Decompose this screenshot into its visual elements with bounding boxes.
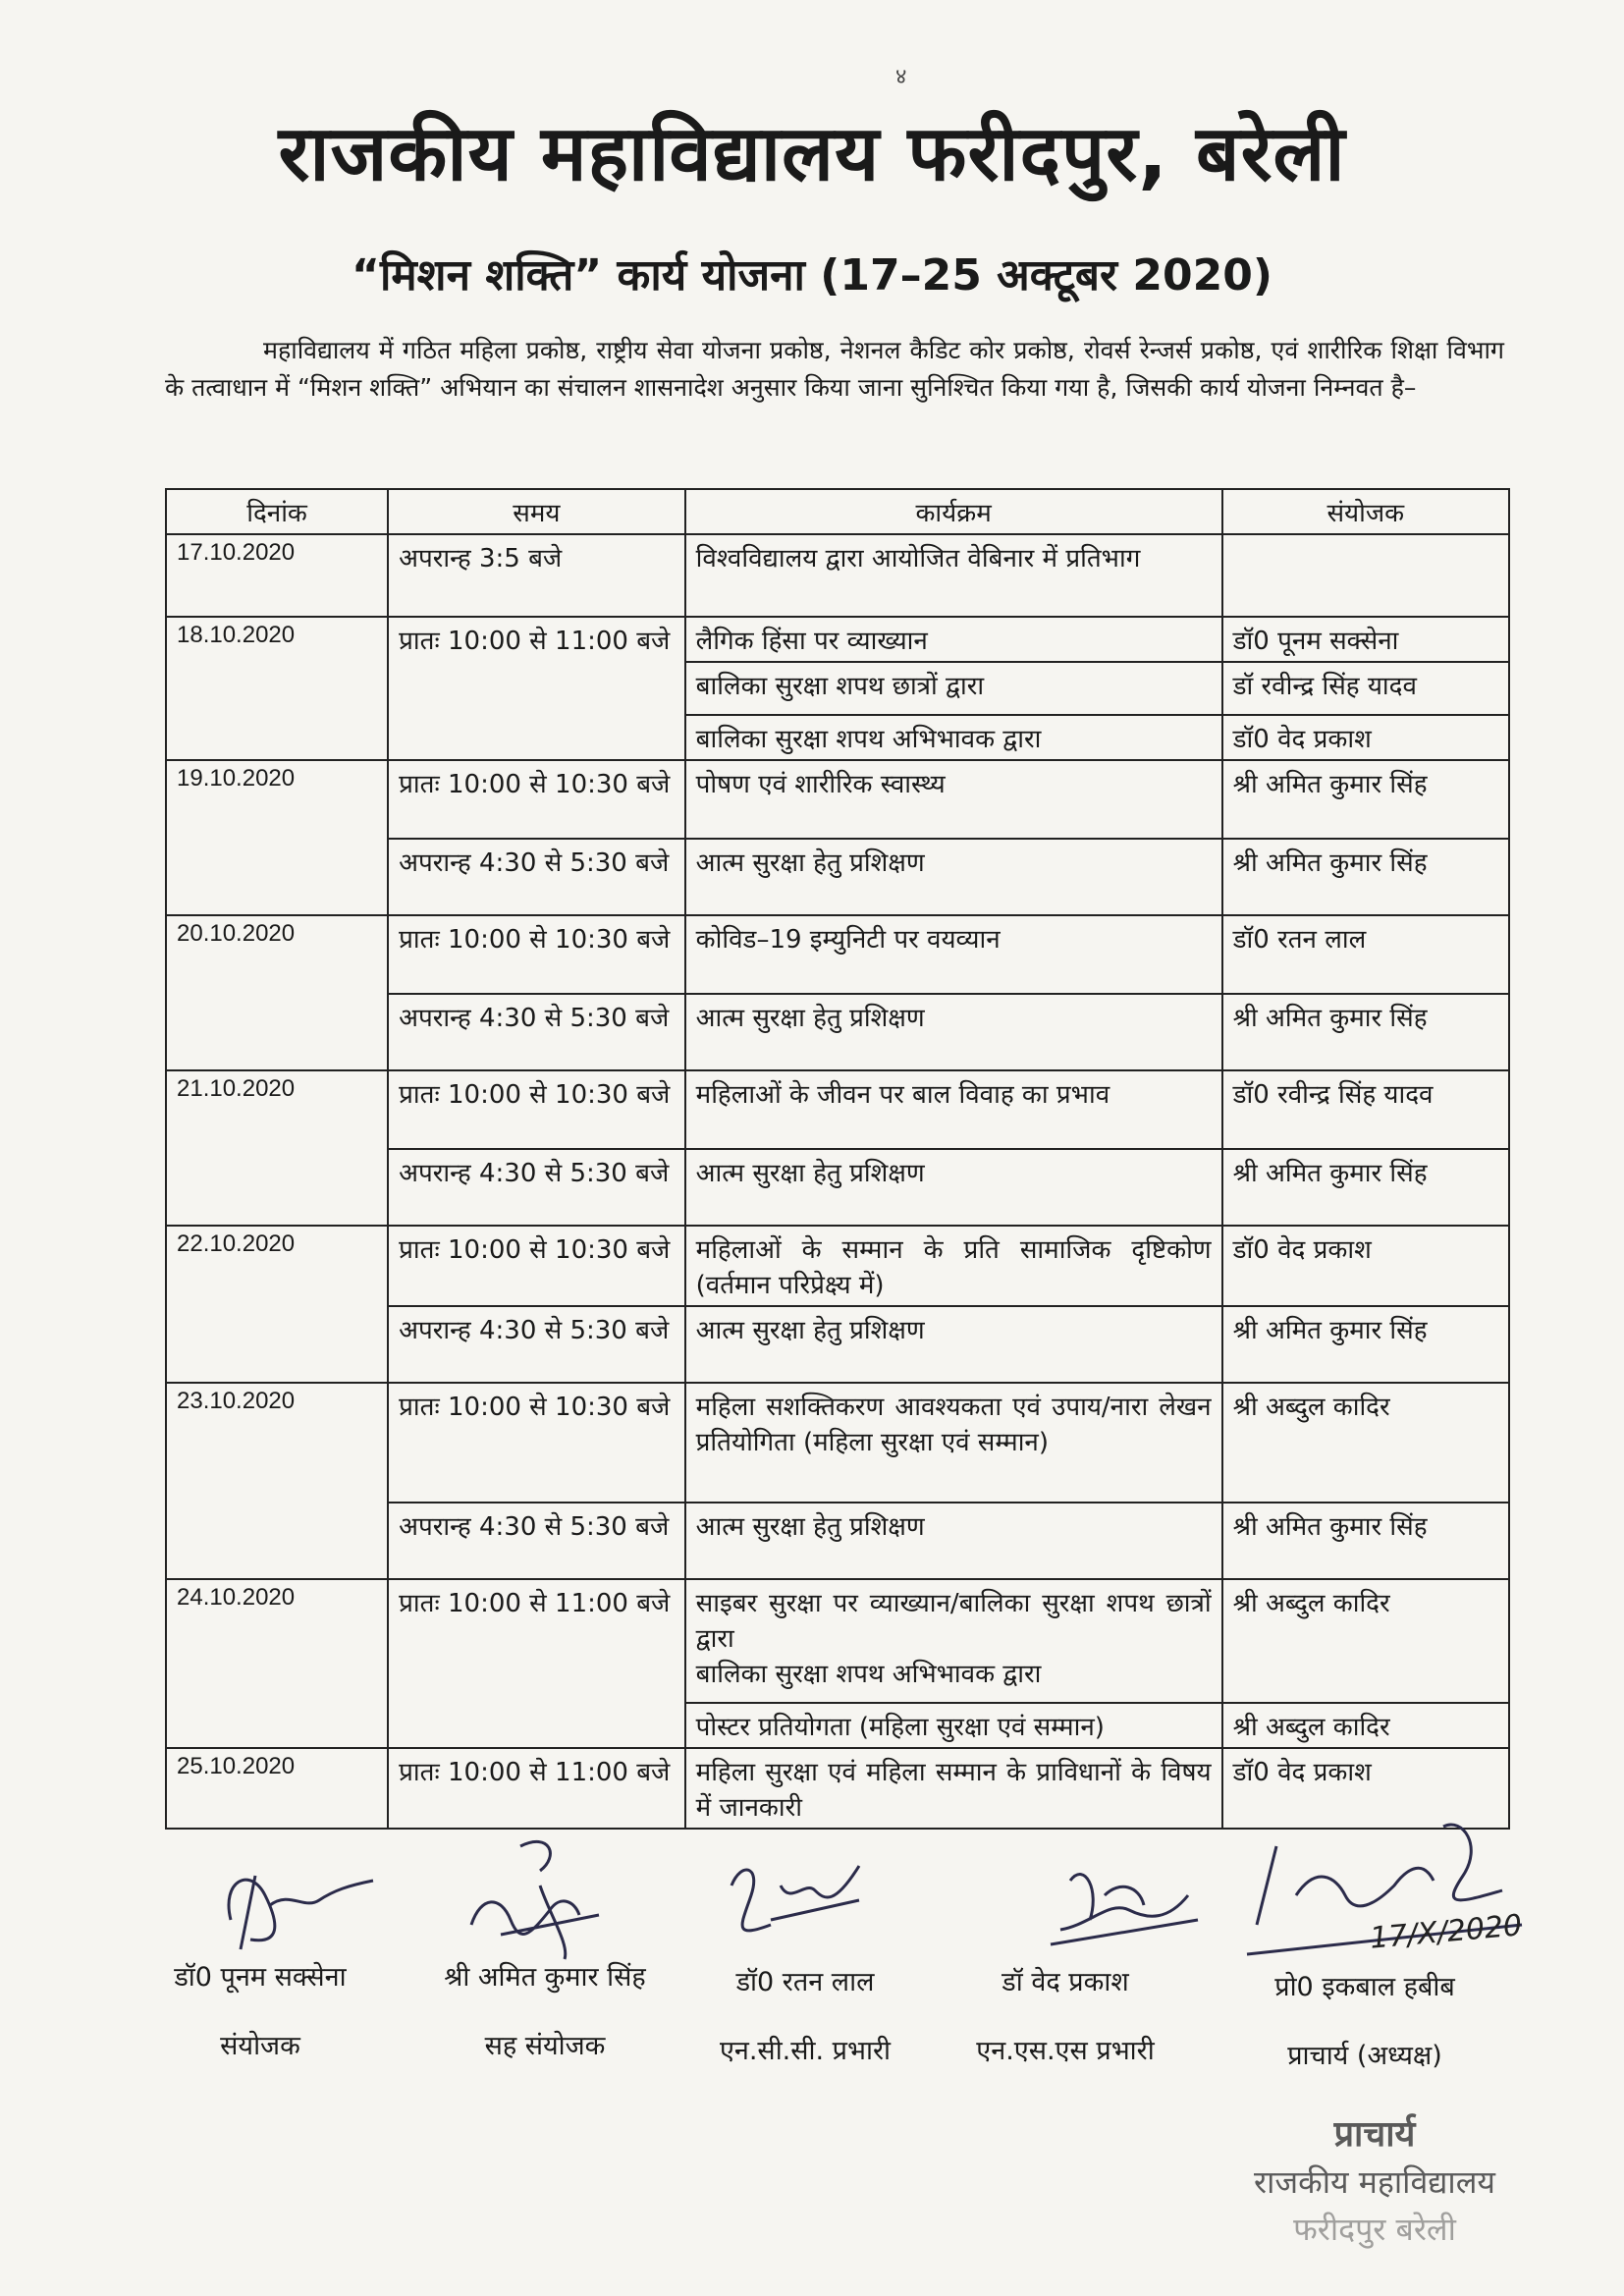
table-row	[166, 1226, 1509, 1306]
program-cell: पोस्टर प्रतियोगता (महिला सुरक्षा एवं सम्मान)	[685, 1703, 1222, 1748]
date-cell: 20.10.2020	[166, 915, 388, 1070]
date-cell: 17.10.2020	[166, 534, 388, 617]
signatory-block	[398, 1954, 692, 2070]
signatory-name: डॉ0 पूनम सक्सेना	[174, 1962, 347, 1993]
signatory-block	[118, 1954, 403, 2070]
table-row	[166, 1383, 1509, 1503]
intro-paragraph: महाविद्यालय में गठित महिला प्रकोष्ठ, राष्ट्रीय सेवा योजना प्रकोष्ठ, नेशनल कैडिट कोर प्रकोष्ठ, रोवर्स रेन्जर्स प्रकोष्ठ, एवं शारीरिक शिक्षा विभाग के तत्वाधान में “मिशन शक्ति” अभियान का संचालन शासनादेश अनुसार किया जाना सुनिश्चित किया गया है, जिसकी कार्य योजना निम्नवत है–	[165, 336, 1504, 402]
coordinator-cell: श्री अमित कुमार सिंह	[1222, 994, 1509, 1070]
table-header-row	[166, 489, 1509, 534]
time-cell: प्रातः 10:00 से 10:30 बजे	[388, 1070, 685, 1149]
signature-scribble-4	[1031, 1851, 1227, 1959]
program-cell: आत्म सुरक्षा हेतु प्रशिक्षण	[685, 1149, 1222, 1226]
signatory-name: डॉ0 रतन लाल	[735, 1967, 875, 1997]
signatory-name: प्रो0 इकबाल हबीब	[1274, 1972, 1455, 2002]
coordinator-cell: श्री अब्दुल कादिर	[1222, 1383, 1509, 1503]
time-cell: अपरान्ह 4:30 से 5:30 बजे	[388, 839, 685, 915]
date-cell: 21.10.2020	[166, 1070, 388, 1226]
time-cell: प्रातः 10:00 से 10:30 बजे	[388, 1226, 685, 1306]
table-row	[166, 1579, 1509, 1703]
time-cell: अपरान्ह 4:30 से 5:30 बजे	[388, 1149, 685, 1226]
program-cell: आत्म सुरक्षा हेतु प्रशिक्षण	[685, 994, 1222, 1070]
header-date: दिनांक	[166, 489, 388, 534]
signatory-role: प्राचार्य (अध्यक्ष)	[1287, 2041, 1442, 2071]
program-line: बालिका सुरक्षा शपथ अभिभावक द्वारा	[695, 1660, 1042, 1689]
coordinator-cell: डॉ0 रवीन्द्र सिंह यादव	[1222, 1070, 1509, 1149]
program-cell: महिलाओं के जीवन पर बाल विवाह का प्रभाव	[685, 1070, 1222, 1149]
date-cell: 22.10.2020	[166, 1226, 388, 1383]
coordinator-cell: डॉ0 वेद प्रकाश	[1222, 1226, 1509, 1306]
program-cell: कोविड–19 इम्युनिटी पर वयव्यान	[685, 915, 1222, 994]
coordinator-cell: डॉ0 रतन लाल	[1222, 915, 1509, 994]
program-cell	[685, 1579, 1222, 1703]
time-cell: अपरान्ह 4:30 से 5:30 बजे	[388, 1503, 685, 1579]
time-cell: प्रातः 10:00 से 11:00 बजे	[388, 1748, 685, 1829]
signatory-block	[677, 1959, 933, 2075]
stamp-line: प्राचार्य	[1333, 2114, 1416, 2155]
principal-stamp	[1208, 2111, 1542, 2253]
page-mark: ४	[895, 65, 907, 89]
coordinator-cell: श्री अमित कुमार सिंह	[1222, 1503, 1509, 1579]
signatory-role: एन.सी.सी. प्रभारी	[719, 2036, 892, 2066]
schedule-table	[165, 488, 1510, 1830]
program-cell: महिला सुरक्षा एवं महिला सम्मान के प्राविधानों के विषय में जानकारी	[685, 1748, 1222, 1829]
coordinator-cell: डॉ0 वेद प्रकाश	[1222, 715, 1509, 760]
time-cell: प्रातः 10:00 से 10:30 बजे	[388, 1383, 685, 1503]
date-cell: 23.10.2020	[166, 1383, 388, 1579]
program-cell: आत्म सुरक्षा हेतु प्रशिक्षण	[685, 1306, 1222, 1383]
signatory-role: एन.एस.एस प्रभारी	[976, 2036, 1155, 2066]
table-row	[166, 617, 1509, 662]
header-time: समय	[388, 489, 685, 534]
time-cell: अपरान्ह 4:30 से 5:30 बजे	[388, 994, 685, 1070]
date-cell: 18.10.2020	[166, 617, 388, 760]
coordinator-cell	[1222, 534, 1509, 617]
table-row	[166, 915, 1509, 994]
program-cell: महिलाओं के सम्मान के प्रति सामाजिक दृष्टिकोण (वर्तमान परिप्रेक्ष्य में)	[685, 1226, 1222, 1306]
signature-scribble-3	[712, 1846, 889, 1954]
signature-scribble-1	[211, 1851, 388, 1959]
table-row	[166, 760, 1509, 839]
coordinator-cell: डॉ0 वेद प्रकाश	[1222, 1748, 1509, 1829]
coordinator-cell: श्री अमित कुमार सिंह	[1222, 1149, 1509, 1226]
coordinator-cell: श्री अमित कुमार सिंह	[1222, 1306, 1509, 1383]
time-cell: प्रातः 10:00 से 11:00 बजे	[388, 617, 685, 760]
coordinator-cell: डॉ0 पूनम सक्सेना	[1222, 617, 1509, 662]
program-cell: महिला सशक्तिकरण आवश्यकता एवं उपाय/नारा लेखन प्रतियोगिता (महिला सुरक्षा एवं सम्मान)	[685, 1383, 1222, 1503]
date-cell: 25.10.2020	[166, 1748, 388, 1829]
program-cell: आत्म सुरक्षा हेतु प्रशिक्षण	[685, 1503, 1222, 1579]
program-cell: आत्म सुरक्षा हेतु प्रशिक्षण	[685, 839, 1222, 915]
program-cell: बालिका सुरक्षा शपथ छात्रों द्वारा	[685, 662, 1222, 715]
coordinator-cell: श्री अब्दुल कादिर	[1222, 1703, 1509, 1748]
time-cell: प्रातः 10:00 से 10:30 बजे	[388, 760, 685, 839]
header-coordinator: संयोजक	[1222, 489, 1509, 534]
signature-scribble-2	[442, 1827, 628, 1964]
stamp-line: फरीदपुर बरेली	[1293, 2211, 1456, 2248]
signatory-block	[1218, 1964, 1512, 2080]
table-row	[166, 1070, 1509, 1149]
program-cell: लैगिक हिंसा पर व्याख्यान	[685, 617, 1222, 662]
time-cell: अपरान्ह 4:30 से 5:30 बजे	[388, 1306, 685, 1383]
program-cell: बालिका सुरक्षा शपथ अभिभावक द्वारा	[685, 715, 1222, 760]
signatory-role: संयोजक	[220, 2031, 300, 2061]
coordinator-cell: श्री अमित कुमार सिंह	[1222, 760, 1509, 839]
signatory-name: डॉ वेद प्रकाश	[1001, 1967, 1129, 1997]
signature-date: 17/X/2020	[1368, 1908, 1524, 1956]
college-title: राजकीय महाविद्यालय फरीदपुर, बरेली	[278, 110, 1346, 198]
plan-subtitle: “मिशन शक्ति” कार्य योजना (17–25 अक्टूबर 2020)	[352, 250, 1272, 301]
time-cell: प्रातः 10:00 से 11:00 बजे	[388, 1579, 685, 1748]
signatory-block	[938, 1959, 1193, 2075]
date-cell: 24.10.2020	[166, 1579, 388, 1748]
table-row	[166, 534, 1509, 617]
program-cell: विश्वविद्यालय द्वारा आयोजित वेबिनार में प्रतिभाग	[685, 534, 1222, 617]
header-program: कार्यक्रम	[685, 489, 1222, 534]
program-cell: पोषण एवं शारीरिक स्वास्थ्य	[685, 760, 1222, 839]
time-cell: प्रातः 10:00 से 10:30 बजे	[388, 915, 685, 994]
signatory-role: सह संयोजक	[484, 2031, 606, 2061]
coordinator-cell: श्री अब्दुल कादिर	[1222, 1579, 1509, 1703]
signatory-name: श्री अमित कुमार सिंह	[444, 1962, 646, 1993]
coordinator-cell: डॉ रवीन्द्र सिंह यादव	[1222, 662, 1509, 715]
date-cell: 19.10.2020	[166, 760, 388, 915]
coordinator-cell: श्री अमित कुमार सिंह	[1222, 839, 1509, 915]
program-line: साइबर सुरक्षा पर व्याख्यान/बालिका सुरक्षा शपथ छात्रों द्वारा	[695, 1589, 1212, 1654]
stamp-line: राजकीय महाविद्यालय	[1254, 2163, 1495, 2201]
time-cell: अपरान्ह 3:5 बजे	[388, 534, 685, 617]
